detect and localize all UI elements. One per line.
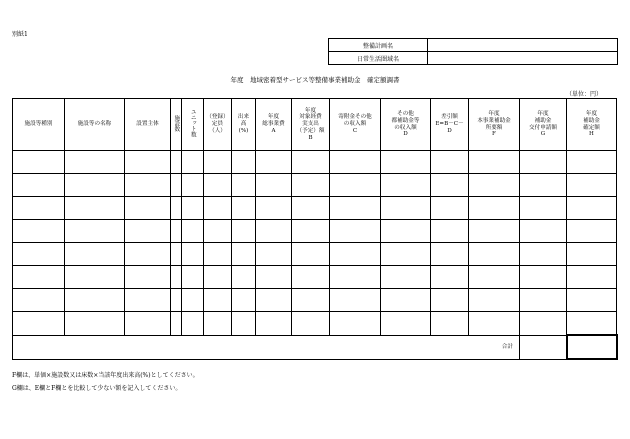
note-g: G欄は、E欄とF欄とを比較して少ない額を記入してください。	[12, 385, 182, 392]
table-cell[interactable]	[469, 197, 520, 220]
table-cell[interactable]	[292, 197, 330, 220]
table-cell[interactable]	[520, 197, 567, 220]
table-cell[interactable]	[381, 220, 431, 243]
header-confirmed-amount: 年度 補助金 確定額 H	[567, 99, 617, 151]
table-cell[interactable]	[182, 266, 204, 289]
table-cell[interactable]	[204, 151, 232, 174]
table-cell[interactable]	[182, 289, 204, 312]
table-cell[interactable]	[469, 243, 520, 266]
header-required-amount: 年度 本事業補助金 所要額 F	[469, 99, 520, 151]
table-cell[interactable]	[125, 312, 171, 336]
table-cell[interactable]	[469, 174, 520, 197]
header-operator: 設置主体	[125, 99, 171, 151]
table-cell[interactable]	[431, 243, 469, 266]
table-cell[interactable]	[204, 174, 232, 197]
table-cell[interactable]	[65, 312, 125, 336]
header-donation-income: 寄附金その他 の収入額 C	[330, 99, 381, 151]
table-cell[interactable]	[431, 312, 469, 336]
table-cell[interactable]	[292, 243, 330, 266]
table-cell[interactable]	[171, 243, 182, 266]
area-name-label: 日常生活圏域名	[329, 52, 428, 65]
table-cell[interactable]	[330, 220, 381, 243]
table-cell[interactable]	[520, 174, 567, 197]
unit-label: （単位：円）	[566, 91, 603, 98]
note-f: F欄は、単価×施設数又は床数×当該年度出来高(%)としてください。	[12, 372, 199, 379]
header-total-cost: 年度 総事業費 A	[256, 99, 292, 151]
table-cell[interactable]	[125, 151, 171, 174]
table-cell[interactable]	[567, 266, 617, 289]
total-row	[13, 335, 617, 359]
table-row	[13, 312, 617, 336]
table-cell[interactable]	[125, 197, 171, 220]
table-cell[interactable]	[256, 174, 292, 197]
table-cell[interactable]	[125, 220, 171, 243]
table-cell[interactable]	[330, 174, 381, 197]
table-cell[interactable]	[431, 174, 469, 197]
table-cell[interactable]	[292, 151, 330, 174]
table-cell[interactable]	[469, 312, 520, 336]
table-cell[interactable]	[520, 243, 567, 266]
table-row	[13, 220, 617, 243]
table-row	[13, 266, 617, 289]
table-cell[interactable]	[65, 243, 125, 266]
table-cell[interactable]	[567, 243, 617, 266]
table-cell[interactable]	[567, 197, 617, 220]
table-cell[interactable]	[256, 197, 292, 220]
table-cell[interactable]	[204, 243, 232, 266]
table-cell[interactable]	[381, 243, 431, 266]
table-cell[interactable]	[520, 266, 567, 289]
table-cell[interactable]	[330, 151, 381, 174]
table-cell[interactable]	[232, 266, 256, 289]
table-cell[interactable]	[256, 220, 292, 243]
table-cell[interactable]	[171, 289, 182, 312]
table-cell[interactable]	[567, 289, 617, 312]
header-row	[13, 99, 617, 151]
table-cell[interactable]	[232, 243, 256, 266]
table-cell[interactable]	[65, 289, 125, 312]
table-cell[interactable]	[171, 220, 182, 243]
table-cell[interactable]	[13, 151, 65, 174]
table-cell[interactable]	[567, 174, 617, 197]
table-cell[interactable]	[204, 266, 232, 289]
table-cell[interactable]	[182, 312, 204, 336]
total-label-cell	[13, 335, 520, 359]
header-applied-amount: 年度 補助金 交付申請額 G	[520, 99, 567, 151]
attachment-label: 別紙1	[12, 31, 28, 38]
table-cell[interactable]	[125, 243, 171, 266]
table-cell[interactable]	[204, 312, 232, 336]
table-cell[interactable]	[256, 312, 292, 336]
plan-info-table	[328, 38, 618, 65]
table-cell[interactable]	[330, 197, 381, 220]
header-eligible-expense: 年度 対象経費 実支出 （予定）額 B	[292, 99, 330, 151]
table-cell[interactable]	[292, 289, 330, 312]
table-row	[13, 197, 617, 220]
table-cell[interactable]	[520, 220, 567, 243]
table-row	[13, 174, 617, 197]
table-cell[interactable]	[182, 243, 204, 266]
table-cell[interactable]	[381, 197, 431, 220]
table-cell[interactable]	[204, 220, 232, 243]
table-row	[13, 151, 617, 174]
table-body	[13, 151, 617, 336]
table-cell[interactable]	[65, 174, 125, 197]
table-cell[interactable]	[256, 289, 292, 312]
table-cell[interactable]	[204, 197, 232, 220]
table-cell[interactable]	[381, 266, 431, 289]
table-cell[interactable]	[431, 151, 469, 174]
table-cell[interactable]	[171, 174, 182, 197]
table-cell[interactable]	[13, 220, 65, 243]
table-cell[interactable]	[520, 312, 567, 336]
info-row-area	[329, 52, 618, 65]
table-cell[interactable]	[292, 312, 330, 336]
table-cell[interactable]	[567, 312, 617, 336]
table-cell[interactable]	[330, 312, 381, 336]
table-cell[interactable]	[232, 174, 256, 197]
table-cell[interactable]	[567, 220, 617, 243]
info-row-plan	[329, 39, 618, 52]
table-cell[interactable]	[330, 266, 381, 289]
settlement-table	[12, 98, 618, 360]
table-cell[interactable]	[431, 266, 469, 289]
table-cell[interactable]	[65, 266, 125, 289]
table-cell[interactable]	[330, 243, 381, 266]
table-cell[interactable]	[125, 174, 171, 197]
header-difference: 差引額 E=B－C－ D	[431, 99, 469, 151]
table-cell[interactable]	[182, 151, 204, 174]
table-cell[interactable]	[171, 312, 182, 336]
table-row	[13, 243, 617, 266]
table-cell[interactable]	[469, 266, 520, 289]
table-cell[interactable]	[381, 151, 431, 174]
table-cell[interactable]	[182, 220, 204, 243]
table-cell[interactable]	[232, 220, 256, 243]
table-cell[interactable]	[256, 266, 292, 289]
header-progress: 出来 高 (%)	[232, 99, 256, 151]
table-cell[interactable]	[13, 174, 65, 197]
table-cell[interactable]	[431, 220, 469, 243]
table-cell[interactable]	[256, 151, 292, 174]
table-cell[interactable]	[469, 151, 520, 174]
table-cell[interactable]	[13, 289, 65, 312]
table-cell[interactable]	[232, 197, 256, 220]
header-other-subsidy: その他 都補助金等 の収入額 D	[381, 99, 431, 151]
table-cell[interactable]	[13, 312, 65, 336]
table-cell[interactable]	[330, 289, 381, 312]
table-cell[interactable]	[13, 197, 65, 220]
table-cell[interactable]	[232, 151, 256, 174]
table-cell[interactable]	[171, 151, 182, 174]
table-row	[13, 289, 617, 312]
header-facility-type: 施設等種別	[13, 99, 65, 151]
table-cell[interactable]	[381, 289, 431, 312]
table-cell[interactable]	[65, 197, 125, 220]
table-cell[interactable]	[171, 266, 182, 289]
table-cell[interactable]	[204, 289, 232, 312]
table-cell[interactable]	[13, 243, 65, 266]
table-cell[interactable]	[469, 220, 520, 243]
table-cell[interactable]	[65, 151, 125, 174]
table-cell[interactable]	[232, 312, 256, 336]
table-cell[interactable]	[13, 266, 65, 289]
table-cell[interactable]	[292, 266, 330, 289]
total-applied-cell[interactable]	[520, 335, 567, 359]
table-cell[interactable]	[65, 220, 125, 243]
table-cell[interactable]	[520, 289, 567, 312]
total-confirmed-cell[interactable]	[567, 335, 617, 359]
table-cell[interactable]	[381, 312, 431, 336]
table-cell[interactable]	[171, 197, 182, 220]
table-cell[interactable]	[381, 174, 431, 197]
table-cell[interactable]	[125, 289, 171, 312]
plan-name-value[interactable]	[428, 39, 618, 52]
total-label: 合計	[501, 343, 513, 350]
table-cell[interactable]	[292, 220, 330, 243]
table-cell[interactable]	[182, 197, 204, 220]
document-title: 年度 地域密着型サービス等整備事業補助金 確定額調書	[230, 76, 400, 84]
table-cell[interactable]	[520, 151, 567, 174]
header-facility-name: 施設等の名称	[65, 99, 125, 151]
plan-name-label: 整備計画名	[329, 39, 428, 52]
table-cell[interactable]	[567, 151, 617, 174]
table-cell[interactable]	[232, 289, 256, 312]
header-facility-count: 施設数	[171, 99, 182, 151]
table-cell[interactable]	[431, 289, 469, 312]
table-cell[interactable]	[431, 197, 469, 220]
table-cell[interactable]	[469, 289, 520, 312]
header-unit-count: ユニット数	[182, 99, 204, 151]
table-cell[interactable]	[292, 174, 330, 197]
header-capacity: （登録） 定員 （人）	[204, 99, 232, 151]
table-cell[interactable]	[256, 243, 292, 266]
table-cell[interactable]	[182, 174, 204, 197]
area-name-value[interactable]	[428, 52, 618, 65]
table-cell[interactable]	[125, 266, 171, 289]
